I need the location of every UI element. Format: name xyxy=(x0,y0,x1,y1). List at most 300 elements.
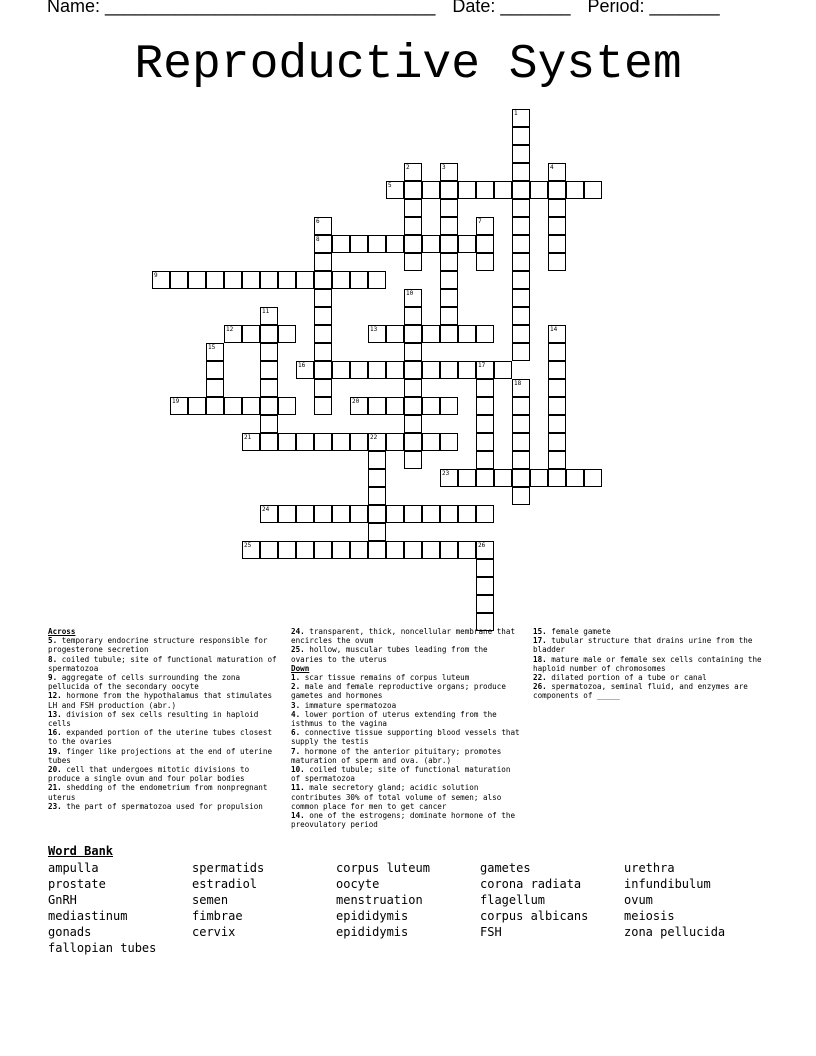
crossword-cell[interactable] xyxy=(206,397,224,415)
crossword-cell[interactable] xyxy=(422,235,440,253)
crossword-cell[interactable] xyxy=(332,235,350,253)
clue-6 xyxy=(291,728,523,746)
crossword-cell[interactable] xyxy=(476,217,494,235)
clue-number: 8. xyxy=(48,654,58,664)
clue-21 xyxy=(48,783,280,801)
crossword-cell[interactable] xyxy=(368,523,386,541)
cell-number: 13 xyxy=(370,326,378,333)
word-bank-item: estradiol xyxy=(192,877,258,891)
crossword-cell[interactable] xyxy=(440,397,458,415)
crossword-cell[interactable] xyxy=(458,361,476,379)
crossword-cell[interactable] xyxy=(314,541,332,559)
crossword-cell[interactable] xyxy=(512,343,530,361)
crossword-cell[interactable] xyxy=(206,343,224,361)
crossword-cell[interactable] xyxy=(278,505,296,523)
crossword-cell[interactable] xyxy=(548,469,566,487)
crossword-cell[interactable] xyxy=(368,487,386,505)
crossword-cell[interactable] xyxy=(584,469,602,487)
cell-number: 15 xyxy=(208,344,216,351)
period-field[interactable]: Period: _______ xyxy=(587,0,720,16)
clue-8 xyxy=(48,655,280,673)
clue-text: hormone of the anterior pituitary; promotes maturation of sperm and ova. (abr.) xyxy=(291,746,502,765)
crossword-cell[interactable] xyxy=(206,361,224,379)
clue-text: immature spermatozoa xyxy=(300,700,397,710)
crossword-cell[interactable] xyxy=(404,541,422,559)
crossword-cell[interactable] xyxy=(242,541,260,559)
crossword-cell[interactable] xyxy=(494,181,512,199)
crossword-cell[interactable] xyxy=(548,343,566,361)
crossword-cell[interactable] xyxy=(386,235,404,253)
crossword-cell[interactable] xyxy=(386,541,404,559)
crossword-cell[interactable] xyxy=(440,217,458,235)
crossword-cell[interactable] xyxy=(404,397,422,415)
crossword-cell[interactable] xyxy=(368,325,386,343)
clue-text: the part of spermatozoa used for propulsion xyxy=(61,801,263,811)
crossword-cell[interactable] xyxy=(404,307,422,325)
cell-number: 21 xyxy=(244,434,252,441)
cell-number: 26 xyxy=(478,542,486,549)
crossword-cell[interactable] xyxy=(314,307,332,325)
crossword-cell[interactable] xyxy=(422,505,440,523)
crossword-cell[interactable] xyxy=(476,577,494,595)
clue-text: connective tissue supporting blood vessels that supply the testis xyxy=(291,728,520,747)
clue-text: lower portion of uterus extending from the isthmus to the vagina xyxy=(291,709,497,729)
cell-number: 7 xyxy=(478,218,482,225)
crossword-cell[interactable] xyxy=(260,433,278,451)
crossword-cell[interactable] xyxy=(170,271,188,289)
crossword-cell[interactable] xyxy=(314,361,332,379)
crossword-cell[interactable] xyxy=(314,325,332,343)
cell-number: 22 xyxy=(370,434,378,441)
word-bank-item: semen xyxy=(192,893,229,907)
crossword-cell[interactable] xyxy=(350,235,368,253)
crossword-cell[interactable] xyxy=(476,415,494,433)
clue-text: cell that undergoes mitotic divisions to produce a single ovum and four polar bodies xyxy=(48,765,250,784)
clue-text: dilated portion of a tube or canal xyxy=(546,673,707,683)
word-bank-item: corpus luteum xyxy=(336,861,430,875)
clue-text: coiled tubule; site of functional maturation of spermatozoa xyxy=(291,765,511,784)
clue-number: 23. xyxy=(48,801,62,811)
crossword-cell[interactable] xyxy=(404,163,422,181)
crossword-cell[interactable] xyxy=(242,397,260,415)
crossword-cell[interactable] xyxy=(404,451,422,469)
crossword-cell[interactable] xyxy=(512,469,530,487)
crossword-cell[interactable] xyxy=(404,235,422,253)
crossword-cell[interactable] xyxy=(332,361,350,379)
down-clue-list xyxy=(291,673,523,829)
crossword-cell[interactable] xyxy=(368,271,386,289)
crossword-cell[interactable] xyxy=(260,397,278,415)
clue-number: 6. xyxy=(291,728,301,738)
crossword-cell[interactable] xyxy=(512,325,530,343)
clue-text: aggregate of cells surrounding the zona pellucida of the secondary oocyte xyxy=(48,673,241,692)
crossword-cell[interactable] xyxy=(260,325,278,343)
crossword-cell[interactable] xyxy=(422,541,440,559)
clue-2 xyxy=(291,682,523,700)
page-title: Reproductive System xyxy=(134,38,682,92)
crossword-cell[interactable] xyxy=(368,397,386,415)
crossword-cell[interactable] xyxy=(296,505,314,523)
crossword-cell[interactable] xyxy=(404,253,422,271)
crossword-cell[interactable] xyxy=(368,505,386,523)
across-clue-list-cont xyxy=(291,627,523,664)
crossword-cell[interactable] xyxy=(224,271,242,289)
crossword-cell[interactable] xyxy=(440,325,458,343)
crossword-cell[interactable] xyxy=(368,469,386,487)
crossword-cell[interactable] xyxy=(314,343,332,361)
crossword-cell[interactable] xyxy=(494,361,512,379)
crossword-cell[interactable] xyxy=(440,271,458,289)
crossword-cell[interactable] xyxy=(512,415,530,433)
crossword-cell[interactable] xyxy=(440,541,458,559)
crossword-cell[interactable] xyxy=(512,109,530,127)
crossword-cell[interactable] xyxy=(566,469,584,487)
crossword-cell[interactable] xyxy=(242,433,260,451)
word-bank-item: epididymis xyxy=(336,909,409,923)
clue-text: hormone from the hypothalamus that stimulates LH and FSH production (abr.) xyxy=(48,691,273,710)
crossword-cell[interactable] xyxy=(548,415,566,433)
cell-number: 23 xyxy=(442,470,450,477)
cell-number: 9 xyxy=(154,272,158,279)
word-bank-item: GnRH xyxy=(48,893,77,907)
crossword-cell[interactable] xyxy=(152,271,170,289)
clue-25 xyxy=(291,645,523,663)
crossword-cell[interactable] xyxy=(476,559,494,577)
word-bank-item: flagellum xyxy=(480,893,546,907)
clue-number: 14. xyxy=(291,811,305,821)
crossword-cell[interactable] xyxy=(404,505,422,523)
crossword-cell[interactable] xyxy=(440,433,458,451)
crossword-cell[interactable] xyxy=(548,361,566,379)
crossword-cell[interactable] xyxy=(260,307,278,325)
crossword-cell[interactable] xyxy=(494,469,512,487)
crossword-cell[interactable] xyxy=(512,487,530,505)
crossword-cell[interactable] xyxy=(458,181,476,199)
crossword-cell[interactable] xyxy=(530,469,548,487)
down-heading: Down xyxy=(291,663,310,673)
down-clue-list-cont xyxy=(533,627,765,701)
crossword-cell[interactable] xyxy=(296,433,314,451)
crossword-cell[interactable] xyxy=(206,271,224,289)
crossword-cell[interactable] xyxy=(476,451,494,469)
crossword-cell[interactable] xyxy=(512,379,530,397)
crossword-cell[interactable] xyxy=(404,181,422,199)
crossword-cell[interactable] xyxy=(548,217,566,235)
word-bank-item: epididymis xyxy=(336,925,409,939)
crossword-cell[interactable] xyxy=(440,361,458,379)
crossword-cell[interactable] xyxy=(404,199,422,217)
crossword-cell[interactable] xyxy=(368,541,386,559)
crossword-cell[interactable] xyxy=(476,361,494,379)
crossword-cell[interactable] xyxy=(548,163,566,181)
crossword-cell[interactable] xyxy=(350,361,368,379)
crossword-cell[interactable] xyxy=(566,181,584,199)
crossword-cell[interactable] xyxy=(512,163,530,181)
cell-number: 20 xyxy=(352,398,360,405)
crossword-cell[interactable] xyxy=(440,289,458,307)
crossword-cell[interactable] xyxy=(188,397,206,415)
crossword-cell[interactable] xyxy=(458,505,476,523)
crossword-cell[interactable] xyxy=(440,307,458,325)
clue-number: 2. xyxy=(291,682,301,692)
crossword-cell[interactable] xyxy=(422,397,440,415)
clue-number: 24. xyxy=(291,627,305,636)
crossword-cell[interactable] xyxy=(476,397,494,415)
crossword-cell[interactable] xyxy=(224,397,242,415)
crossword-cell[interactable] xyxy=(440,235,458,253)
crossword-cell[interactable] xyxy=(314,235,332,253)
crossword-cell[interactable] xyxy=(530,181,548,199)
crossword-cell[interactable] xyxy=(476,379,494,397)
clues-column-2 xyxy=(291,627,523,829)
word-bank-item: cervix xyxy=(192,925,236,939)
crossword-cell[interactable] xyxy=(458,469,476,487)
crossword-cell[interactable] xyxy=(332,505,350,523)
date-field[interactable]: Date: _______ xyxy=(452,0,571,16)
clue-text: male and female reproductive organs; produce gametes and hormones xyxy=(291,682,506,701)
crossword-cell[interactable] xyxy=(548,181,566,199)
word-bank-item: urethra xyxy=(624,861,675,875)
clue-15 xyxy=(533,627,765,636)
clue-10 xyxy=(291,765,523,783)
clue-number: 7. xyxy=(291,746,301,756)
crossword-cell[interactable] xyxy=(512,271,530,289)
crossword-cell[interactable] xyxy=(548,433,566,451)
name-field[interactable]: Name: _________________________________ xyxy=(47,0,436,16)
crossword-cell[interactable] xyxy=(260,415,278,433)
cell-number: 14 xyxy=(550,326,558,333)
word-bank-item: ampulla xyxy=(48,861,99,875)
crossword-cell[interactable] xyxy=(512,253,530,271)
crossword-cell[interactable] xyxy=(278,271,296,289)
crossword-cell[interactable] xyxy=(476,433,494,451)
crossword-cell[interactable] xyxy=(278,325,296,343)
crossword-cell[interactable] xyxy=(476,253,494,271)
clue-number: 19. xyxy=(48,746,62,756)
crossword-cell[interactable] xyxy=(260,379,278,397)
clue-number: 15. xyxy=(533,627,547,636)
crossword-cell[interactable] xyxy=(332,271,350,289)
crossword-cell[interactable] xyxy=(368,235,386,253)
clue-number: 20. xyxy=(48,765,62,775)
crossword-cell[interactable] xyxy=(404,361,422,379)
crossword-cell[interactable] xyxy=(350,505,368,523)
crossword-cell[interactable] xyxy=(476,181,494,199)
clue-5 xyxy=(48,636,280,654)
crossword-cell[interactable] xyxy=(404,379,422,397)
crossword-cell[interactable] xyxy=(368,433,386,451)
crossword-cell[interactable] xyxy=(188,271,206,289)
crossword-cell[interactable] xyxy=(584,181,602,199)
crossword-cell[interactable] xyxy=(314,253,332,271)
clue-number: 10. xyxy=(291,765,305,775)
crossword-cell[interactable] xyxy=(242,325,260,343)
crossword-cell[interactable] xyxy=(440,253,458,271)
crossword-cell[interactable] xyxy=(368,451,386,469)
word-bank-item: zona pellucida xyxy=(624,925,726,939)
cell-number: 4 xyxy=(550,164,554,171)
crossword-cell[interactable] xyxy=(548,451,566,469)
crossword-cell[interactable] xyxy=(476,595,494,613)
word-bank-item: oocyte xyxy=(336,877,380,891)
clue-9 xyxy=(48,673,280,691)
clue-text: spermatozoa, seminal fluid, and enzymes are components of _____ xyxy=(533,682,748,701)
crossword-cell[interactable] xyxy=(512,181,530,199)
crossword-cell[interactable] xyxy=(386,433,404,451)
crossword-cell[interactable] xyxy=(368,361,386,379)
clue-12 xyxy=(48,691,280,709)
clue-23 xyxy=(48,802,280,811)
crossword-cell[interactable] xyxy=(422,325,440,343)
clue-number: 13. xyxy=(48,709,62,719)
crossword-cell[interactable] xyxy=(476,235,494,253)
clue-number: 22. xyxy=(533,673,547,683)
crossword-cell[interactable] xyxy=(296,271,314,289)
crossword-cell[interactable] xyxy=(512,433,530,451)
clue-number: 1. xyxy=(291,673,301,683)
crossword-cell[interactable] xyxy=(242,271,260,289)
crossword-cell[interactable] xyxy=(548,199,566,217)
crossword-cell[interactable] xyxy=(512,289,530,307)
crossword-cell[interactable] xyxy=(350,271,368,289)
crossword-cell[interactable] xyxy=(260,271,278,289)
word-bank-item: gonads xyxy=(48,925,92,939)
crossword-cell[interactable] xyxy=(386,397,404,415)
crossword-cell[interactable] xyxy=(458,325,476,343)
cell-number: 24 xyxy=(262,506,270,513)
word-bank-item: meiosis xyxy=(624,909,675,923)
crossword-cell[interactable] xyxy=(440,163,458,181)
crossword-cell[interactable] xyxy=(512,127,530,145)
crossword-cell[interactable] xyxy=(512,199,530,217)
crossword-cell[interactable] xyxy=(386,361,404,379)
clue-number: 26. xyxy=(533,682,547,692)
crossword-cell[interactable] xyxy=(458,541,476,559)
cell-number: 19 xyxy=(172,398,180,405)
word-bank-item: fallopian tubes xyxy=(48,941,157,955)
crossword-cell[interactable] xyxy=(350,541,368,559)
clue-18 xyxy=(533,655,765,673)
crossword-cell[interactable] xyxy=(512,307,530,325)
clue-22 xyxy=(533,673,765,682)
crossword-cell[interactable] xyxy=(440,505,458,523)
crossword-cell[interactable] xyxy=(512,451,530,469)
clue-text: male secretory gland; acidic solution contributes 30% of total volume of semen; also common place for men to get cancer xyxy=(291,783,502,811)
crossword-cell[interactable] xyxy=(170,397,188,415)
crossword-cell[interactable] xyxy=(440,469,458,487)
crossword-cell[interactable] xyxy=(404,325,422,343)
word-bank-item: infundibulum xyxy=(624,877,711,891)
crossword-cell[interactable] xyxy=(314,397,332,415)
crossword-cell[interactable] xyxy=(440,199,458,217)
word-bank-item: prostate xyxy=(48,877,106,891)
crossword-cell[interactable] xyxy=(260,505,278,523)
crossword-cell[interactable] xyxy=(458,235,476,253)
crossword-cell[interactable] xyxy=(332,541,350,559)
crossword-cell[interactable] xyxy=(476,325,494,343)
word-bank-heading: Word Bank xyxy=(48,844,114,858)
crossword-cell[interactable] xyxy=(404,289,422,307)
crossword-cell[interactable] xyxy=(314,379,332,397)
crossword-cell[interactable] xyxy=(386,505,404,523)
crossword-cell[interactable] xyxy=(260,343,278,361)
word-bank-item: FSH xyxy=(480,925,502,939)
crossword-cell[interactable] xyxy=(512,145,530,163)
crossword-cell[interactable] xyxy=(314,271,332,289)
crossword-cell[interactable] xyxy=(332,433,350,451)
crossword-cell[interactable] xyxy=(350,397,368,415)
crossword-cell[interactable] xyxy=(548,235,566,253)
crossword-cell[interactable] xyxy=(404,415,422,433)
across-clue-list xyxy=(48,636,280,811)
crossword-cell[interactable] xyxy=(404,433,422,451)
crossword-cell[interactable] xyxy=(386,325,404,343)
crossword-cell[interactable] xyxy=(440,181,458,199)
crossword-cell[interactable] xyxy=(278,397,296,415)
clue-number: 5. xyxy=(48,636,58,646)
crossword-cell[interactable] xyxy=(296,361,314,379)
word-bank-item: ovum xyxy=(624,893,653,907)
clue-text: scar tissue remains of corpus luteum xyxy=(300,673,470,683)
crossword-cell[interactable] xyxy=(422,433,440,451)
clue-text: division of sex cells resulting in haploid cells xyxy=(48,709,259,729)
crossword-cell[interactable] xyxy=(350,433,368,451)
crossword-cell[interactable] xyxy=(314,217,332,235)
crossword-cell[interactable] xyxy=(476,505,494,523)
cell-number: 2 xyxy=(406,164,410,171)
crossword-cell[interactable] xyxy=(224,325,242,343)
crossword-cell[interactable] xyxy=(476,469,494,487)
crossword-cell[interactable] xyxy=(512,397,530,415)
crossword-cell[interactable] xyxy=(548,379,566,397)
clue-26 xyxy=(533,682,765,700)
crossword-cell[interactable] xyxy=(548,325,566,343)
clue-text: temporary endocrine structure responsible for progesterone secretion xyxy=(48,636,268,655)
cell-number: 6 xyxy=(316,218,320,225)
cell-number: 18 xyxy=(514,380,522,387)
crossword-cell[interactable] xyxy=(404,217,422,235)
crossword-cell[interactable] xyxy=(260,361,278,379)
crossword-cell[interactable] xyxy=(278,541,296,559)
crossword-cell[interactable] xyxy=(314,505,332,523)
crossword-cell[interactable] xyxy=(206,379,224,397)
crossword-cell[interactable] xyxy=(260,541,278,559)
word-bank-item: spermatids xyxy=(192,861,265,875)
clue-number: 21. xyxy=(48,783,62,793)
crossword-cell[interactable] xyxy=(296,541,314,559)
crossword-cell[interactable] xyxy=(476,541,494,559)
clue-text: expanded portion of the uterine tubes closest to the ovaries xyxy=(48,728,273,747)
cell-number: 5 xyxy=(388,182,392,189)
crossword-cell[interactable] xyxy=(314,433,332,451)
crossword-cell[interactable] xyxy=(422,181,440,199)
crossword-cell[interactable] xyxy=(512,217,530,235)
crossword-cell[interactable] xyxy=(548,397,566,415)
crossword-cell[interactable] xyxy=(278,433,296,451)
word-bank-item: menstruation xyxy=(336,893,423,907)
crossword-cell[interactable] xyxy=(386,181,404,199)
clue-17 xyxy=(533,636,765,654)
clue-11 xyxy=(291,783,523,811)
clue-number: 4. xyxy=(291,709,301,719)
crossword-cell[interactable] xyxy=(422,361,440,379)
clue-text: tubular structure that drains urine from the bladder xyxy=(533,636,753,655)
crossword-cell[interactable] xyxy=(512,235,530,253)
crossword-cell[interactable] xyxy=(314,289,332,307)
crossword-cell[interactable] xyxy=(548,253,566,271)
crossword-cell[interactable] xyxy=(404,343,422,361)
clue-19 xyxy=(48,747,280,765)
